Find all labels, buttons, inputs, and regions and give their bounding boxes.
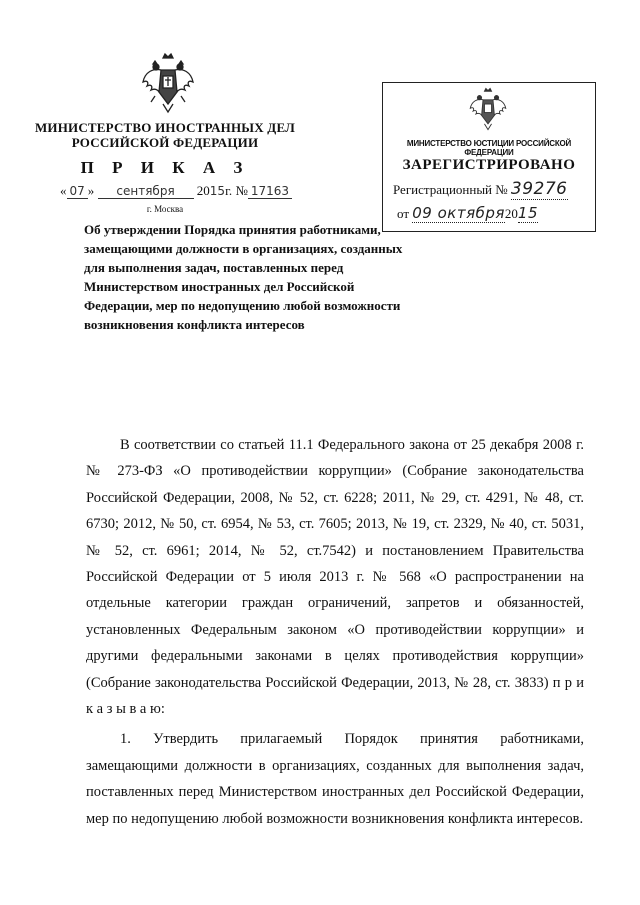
order-number: 17163 [248, 184, 292, 199]
document-type: П Р И К А З [80, 158, 250, 177]
stamp-year: 15 [517, 204, 539, 222]
ministry-line-1: МИНИСТЕРСТВО ИНОСТРАННЫХ ДЕЛ [34, 120, 296, 135]
order-date-line: « 07 » сентября 2015г. № 17163 [60, 183, 300, 199]
stamp-ministry-name: МИНИСТЕРСТВО ЮСТИЦИИ РОССИЙСКОЙ ФЕДЕРАЦИИ [406, 139, 572, 157]
stamp-date-label: от [397, 206, 410, 221]
document-body [86, 432, 584, 832]
body-item-1: 1. Утвердить прилагаемый Порядок принятия работниками, замещающими должности в организациях, созданных для выполнения задач, поставленных перед Министерством иностранных дел Российской Федерации, мер по недопущению любой возможности возникновения конфликта интересов. [86, 731, 584, 827]
coat-of-arms-emblem-icon [141, 52, 195, 114]
document-title: Об утверждении Порядка принятия работниками, замещающими должности в организациях, созданных для выполнения задач, поставленных перед Министерством иностранных дел Российской Федерации, мер по недопущению любой возможности возникновения конфликта интересов [84, 222, 403, 332]
order-number-label: № [235, 183, 248, 198]
stamp-date-line [397, 204, 593, 222]
order-date-year-suffix: г. [225, 183, 233, 198]
stamp-registered-label: ЗАРЕГИСТРИРОВАНО [402, 157, 576, 173]
stamp-registration-number-line [393, 179, 593, 199]
city: г. Москва [146, 204, 184, 214]
stamp-reg-label: Регистрационный № [393, 182, 508, 197]
stamp-year-prefix: 20 [504, 206, 518, 221]
registration-stamp [382, 82, 596, 232]
order-date-month: сентября [98, 184, 194, 199]
order-date-day: 07 [67, 184, 88, 199]
order-date-year: 15 [209, 184, 226, 198]
stamp-reg-number: 39276 [510, 179, 568, 199]
body-paragraph: В соответствии со статьей 11.1 Федерального закона от 25 декабря 2008 г. № 273-ФЗ «О противодействии коррупции» (Собрание законодательства Российской Федерации, 2008, № 52, ст. 6228; 2011, № 29, ст. 4291, № 48, ст. 6730; 2012, № 50, ст. 6954, № 53, ст. 7605; 2013, № 19, ст. 2329, № 40, ст. 5031, № 52, ст. 6961; 2014, № 52, ст.7542) и постановлением Правительства Российской Федерации от 5 июля 2013 г. № 568 «О распространении на отдельные категории граждан ограничений, запретов и обязанностей, установленных Федеральным законом «О противодействии коррупции» и другими федеральными законами в целях противодействия коррупции» (Собрание законодательства Российской Федерации, 2013, № 28, ст. 3833) п р и к а з ы в а ю: [86, 437, 584, 718]
ministry-name [30, 120, 300, 150]
ministry-line-2: РОССИЙСКОЙ ФЕДЕРАЦИИ [71, 135, 259, 150]
stamp-emblem-icon [468, 87, 508, 131]
stamp-date: 09 октября [412, 204, 505, 222]
order-date-year-prefix: 20 [196, 183, 210, 198]
